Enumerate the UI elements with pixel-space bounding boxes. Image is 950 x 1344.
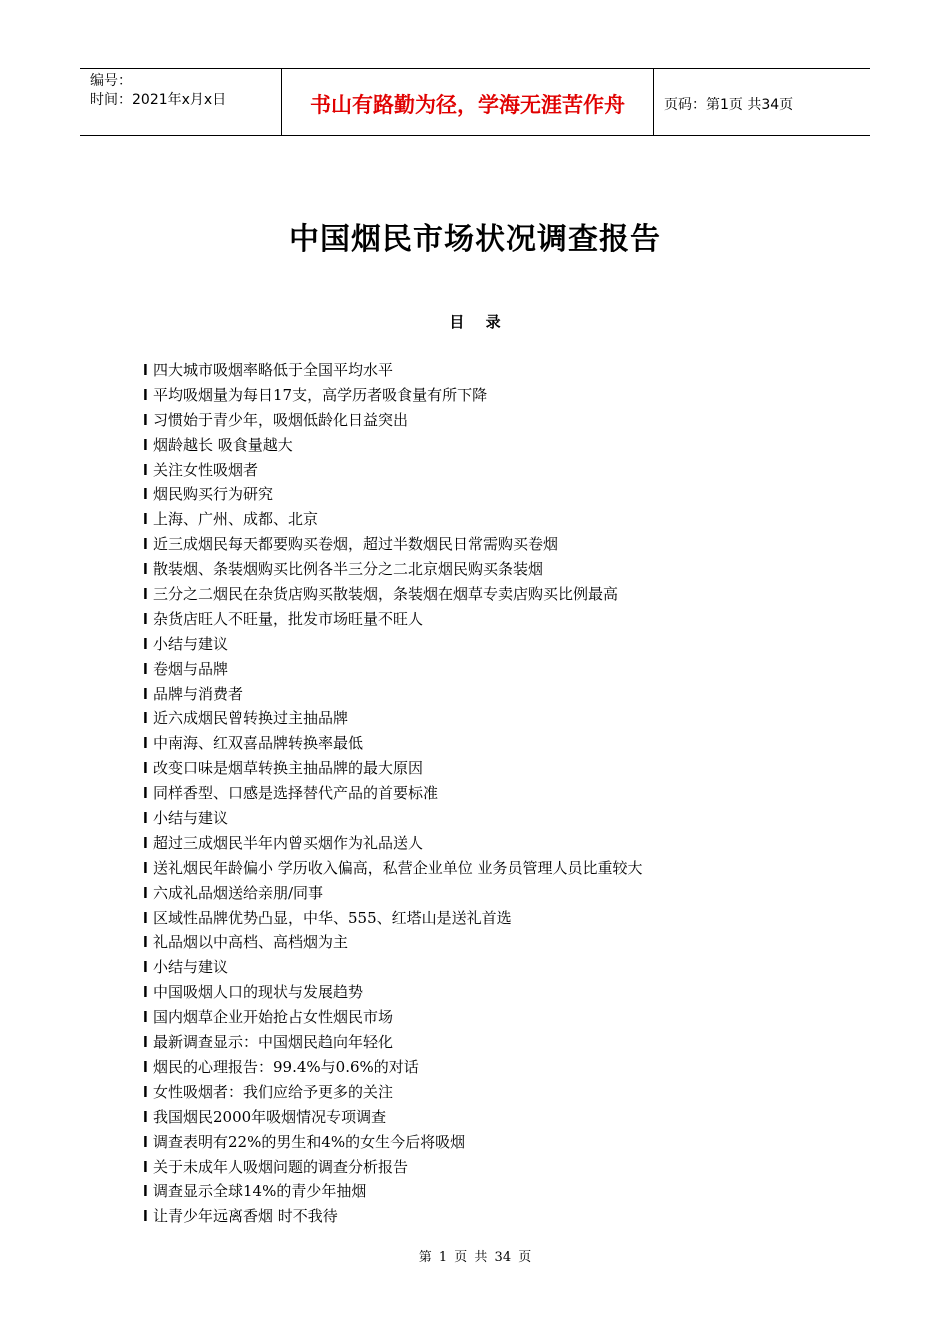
toc-bullet: l (143, 686, 148, 703)
toc-item-label: 上海、广州、成都、北京 (153, 510, 319, 529)
header-page-code: 页码：第1页 共34页 (664, 97, 794, 113)
toc-item[interactable] (143, 906, 643, 931)
toc-bullet: l (143, 387, 148, 404)
toc-bullet: l (143, 363, 148, 379)
toc-item-label: 小结与建议 (153, 958, 229, 977)
toc-bullet: l (143, 1209, 148, 1226)
toc-bullet: l (143, 1059, 148, 1076)
toc-item[interactable] (143, 507, 643, 532)
toc-item-label: 送礼烟民年龄偏小 学历收入偏高，私营企业单位 业务员管理人员比重较大 (153, 858, 643, 877)
toc-item[interactable] (143, 1105, 643, 1130)
toc-bullet: l (143, 811, 148, 828)
toc-item-label: 关注女性吸烟者 (153, 460, 259, 479)
toc-bullet: l (143, 1134, 148, 1151)
toc-bullet: l (143, 736, 148, 753)
toc-bullet: l (143, 1184, 148, 1201)
table-of-contents (143, 358, 643, 1229)
header-time-label: 时间：2021年x月x日 (90, 92, 227, 108)
toc-bullet: l (143, 786, 148, 803)
toc-item-label: 女性吸烟者：我们应给予更多的关注 (153, 1082, 394, 1101)
toc-bullet: l (143, 661, 148, 678)
toc-item-label: 国内烟草企业开始抢占女性烟民市场 (153, 1008, 394, 1027)
toc-bullet: l (143, 910, 148, 927)
toc-item-label: 中南海、红双喜品牌转换率最低 (153, 734, 364, 753)
toc-item[interactable] (143, 358, 643, 383)
toc-item[interactable] (143, 632, 643, 657)
toc-item[interactable] (143, 557, 643, 582)
toc-bullet: l (143, 1084, 148, 1101)
toc-item-label: 三分之二烟民在杂货店购买散装烟，条装烟在烟草专卖店购买比例最高 (153, 585, 619, 604)
page-footer: 第 1 页 共 34 页 (418, 1250, 532, 1265)
toc-item-label: 杂货店旺人不旺量，批发市场旺量不旺人 (153, 609, 424, 628)
toc-bullet: l (143, 562, 148, 579)
toc-item-label: 近六成烟民曾转换过主抽品牌 (153, 709, 349, 728)
toc-item[interactable] (143, 1155, 643, 1180)
toc-item-label: 四大城市吸烟率略低于全国平均水平 (153, 361, 394, 379)
toc-item[interactable] (143, 930, 643, 955)
toc-item-label: 小结与建议 (153, 809, 229, 828)
toc-item-label: 烟龄越长 吸食量越大 (153, 435, 293, 454)
toc-item-label: 烟民购买行为研究 (153, 485, 274, 504)
toc-item-label: 同样香型、口感是选择替代产品的首要标准 (153, 784, 439, 803)
toc-item-label: 烟民的心理报告：99.4%与0.6%的对话 (153, 1057, 419, 1076)
toc-item-label: 平均吸烟量为每日17支，高学历者吸食量有所下降 (153, 385, 488, 404)
toc-bullet: l (143, 985, 148, 1002)
header-number-label: 编号： (90, 73, 132, 89)
toc-item[interactable] (143, 781, 643, 806)
toc-item-label: 让青少年远离香烟 时不我待 (153, 1207, 338, 1226)
page-header (80, 68, 870, 136)
toc-item-label: 我国烟民2000年吸烟情况专项调查 (153, 1107, 387, 1126)
header-motto: 书山有路勤为径，学海无涯苦作舟 (282, 69, 654, 135)
toc-item[interactable] (143, 682, 643, 707)
toc-bullet: l (143, 537, 148, 554)
toc-item[interactable] (143, 458, 643, 483)
toc-item-label: 品牌与消费者 (153, 684, 244, 703)
toc-bullet: l (143, 587, 148, 604)
toc-item[interactable] (143, 408, 643, 433)
toc-bullet: l (143, 487, 148, 504)
toc-item-label: 调查表明有22%的男生和4%的女生今后将吸烟 (153, 1132, 466, 1151)
toc-item-label: 六成礼品烟送给亲朋/同事 (153, 883, 324, 902)
document-title: 中国烟民市场状况调查报告 (289, 222, 661, 257)
toc-item[interactable] (143, 1204, 643, 1229)
toc-bullet: l (143, 412, 148, 429)
toc-item-label: 最新调查显示：中国烟民趋向年轻化 (153, 1033, 394, 1052)
toc-item-label: 区域性品牌优势凸显，中华、555、红塔山是送礼首选 (153, 908, 512, 927)
toc-bullet: l (143, 1035, 148, 1052)
toc-item-label: 超过三成烟民半年内曾买烟作为礼品送人 (153, 833, 424, 852)
toc-item[interactable] (143, 532, 643, 557)
toc-heading: 目 录 (449, 313, 501, 331)
toc-item[interactable] (143, 731, 643, 756)
toc-item[interactable] (143, 1030, 643, 1055)
toc-item[interactable] (143, 383, 643, 408)
toc-bullet: l (143, 960, 148, 977)
toc-bullet: l (143, 1109, 148, 1126)
toc-bullet: l (143, 761, 148, 778)
toc-item-label: 调查显示全球14%的青少年抽烟 (153, 1182, 367, 1201)
toc-item-label: 改变口味是烟草转换主抽品牌的最大原因 (153, 759, 424, 778)
toc-bullet: l (143, 711, 148, 728)
toc-item[interactable] (143, 657, 643, 682)
toc-item[interactable] (143, 1080, 643, 1105)
toc-item[interactable] (143, 980, 643, 1005)
toc-item[interactable] (143, 433, 643, 458)
toc-bullet: l (143, 1159, 148, 1176)
toc-bullet: l (143, 611, 148, 628)
toc-item[interactable] (143, 607, 643, 632)
toc-item-label: 关于未成年人吸烟问题的调查分析报告 (153, 1157, 409, 1176)
toc-bullet: l (143, 835, 148, 852)
toc-item-label: 散装烟、条装烟购买比例各半三分之二北京烟民购买条装烟 (153, 560, 544, 579)
toc-item[interactable] (143, 1005, 643, 1030)
toc-item[interactable] (143, 1130, 643, 1155)
toc-bullet: l (143, 935, 148, 952)
toc-item-label: 中国吸烟人口的现状与发展趋势 (153, 983, 364, 1002)
toc-bullet: l (143, 860, 148, 877)
toc-bullet: l (143, 437, 148, 454)
toc-bullet: l (143, 1010, 148, 1027)
toc-item-label: 近三成烟民每天都要购买卷烟，超过半数烟民日常需购买卷烟 (153, 535, 559, 554)
toc-item-label: 习惯始于青少年，吸烟低龄化日益突出 (153, 410, 409, 429)
toc-item[interactable] (143, 831, 643, 856)
toc-bullet: l (143, 462, 148, 479)
toc-bullet: l (143, 885, 148, 902)
header-meta (80, 69, 282, 135)
toc-item[interactable] (143, 1055, 643, 1080)
toc-bullet: l (143, 636, 148, 653)
toc-item[interactable] (143, 582, 643, 607)
toc-item[interactable] (143, 482, 643, 507)
toc-item-label: 小结与建议 (153, 634, 229, 653)
toc-item[interactable] (143, 881, 643, 906)
toc-item[interactable] (143, 756, 643, 781)
toc-item[interactable] (143, 955, 643, 980)
toc-item[interactable] (143, 1179, 643, 1204)
toc-item[interactable] (143, 856, 643, 881)
toc-item[interactable] (143, 806, 643, 831)
toc-item-label: 卷烟与品牌 (153, 659, 229, 678)
toc-item-label: 礼品烟以中高档、高档烟为主 (153, 933, 349, 952)
toc-item[interactable] (143, 706, 643, 731)
toc-bullet: l (143, 512, 148, 529)
